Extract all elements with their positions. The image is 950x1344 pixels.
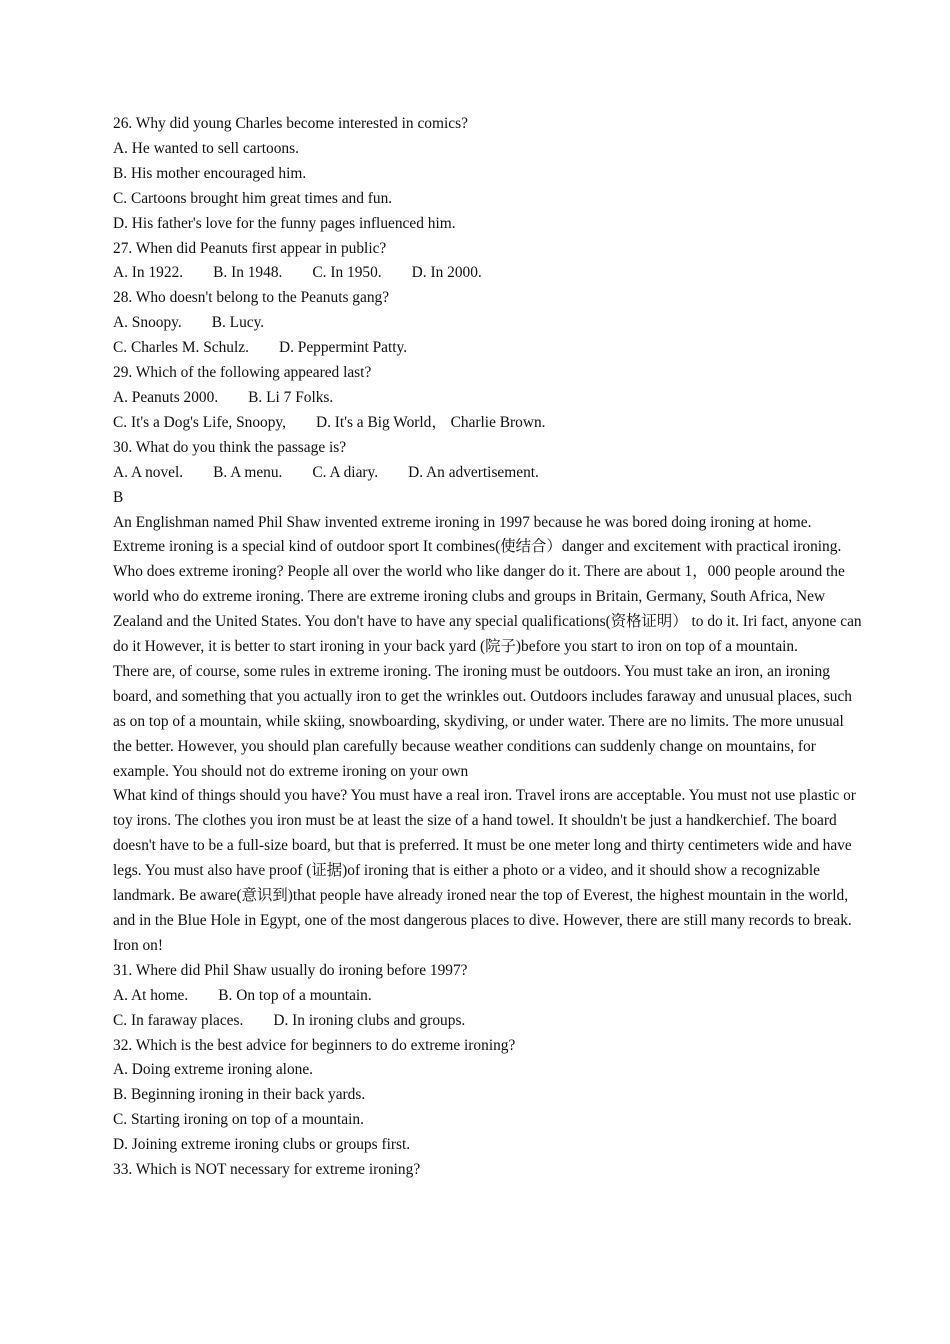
question-29: 29. Which of the following appeared last? (113, 364, 372, 382)
question-30: 30. What do you think the passage is? (113, 438, 347, 456)
option-26-c: C. Cartoons brought him great times and fun. (113, 189, 393, 207)
question-28: 28. Who doesn't belong to the Peanuts gang? (113, 289, 390, 307)
option-28-c: C. Charles M. Schulz. (113, 339, 249, 357)
passage-paragraph-4: There are, of course, some rules in extreme ironing. The ironing must be outdoors. You must take an iron, an ironing board, and something that you actually iron to get the wrinkles out. Outdoors includes faraway and unusual places, such as on top of a mountain, while skiing, snowboarding, skydiving, or under water. There are no limits. The more unusual the better. However, you should plan carefully because weather conditions can suddenly change on mountains, for example. You should not do extreme ironing on your own (113, 662, 852, 780)
option-30-b: B. A menu. (213, 463, 283, 481)
option-26-d: D. His father's love for the funny pages influenced him. (113, 214, 456, 232)
passage-paragraph-2: Extreme ironing is a special kind of outdoor sport It combines(使结合）danger and excitement with practical ironing. (113, 538, 842, 556)
option-32-d: D. Joining extreme ironing clubs or groups first. (113, 1136, 411, 1154)
options-28-ab (113, 311, 865, 336)
option-29-a: A. Peanuts 2000. (113, 388, 219, 406)
option-27-c: C. In 1950. (312, 264, 382, 282)
option-31-c: C. In faraway places. (113, 1011, 244, 1029)
option-28-d: D. Peppermint Patty. (278, 339, 408, 357)
passage-paragraph-1: An Englishman named Phil Shaw invented extreme ironing in 1997 because he was bored doing ironing at home. (113, 513, 812, 531)
question-32: 32. Which is the best advice for beginners to do extreme ironing? (113, 1036, 516, 1054)
option-32-c: C. Starting ironing on top of a mountain. (113, 1111, 364, 1129)
option-26-a: A. He wanted to sell cartoons. (113, 139, 299, 157)
question-27: 27. When did Peanuts first appear in public? (113, 239, 387, 257)
option-28-a: A. Snoopy. (113, 314, 182, 332)
options-29-ab (113, 386, 865, 411)
question-31: 31. Where did Phil Shaw usually do ironing before 1997? (113, 961, 468, 979)
passage-paragraph-3: Who does extreme ironing? People all over the world who like danger do it. There are about 1，000 people around the world who do extreme ironing. There are extreme ironing clubs and groups in Britain, Germany, South Africa, New Zealand and the United States. You don't have to have any special qualifications(资格证明） to do it. Iri fact, anyone can do it However, it is better to start ironing in your back yard (院子)before you start to iron on top of a mountain. (113, 563, 862, 656)
options-28-cd (113, 336, 865, 361)
question-33: 33. Which is NOT necessary for extreme ironing? (113, 1161, 421, 1179)
option-27-d: D. In 2000. (411, 264, 482, 282)
option-30-a: A. A novel. (113, 463, 184, 481)
section-b-label: B (113, 488, 124, 506)
options-30 (113, 461, 865, 486)
option-28-b: B. Lucy. (211, 314, 265, 332)
option-27-a: A. In 1922. (113, 264, 184, 282)
question-26: 26. Why did young Charles become interested in comics? (113, 115, 468, 132)
options-31-cd (113, 1009, 865, 1034)
options-27 (113, 261, 865, 286)
options-29-cd (113, 411, 865, 436)
option-29-c: C. It's a Dog's Life, Snoopy, (113, 413, 286, 431)
option-31-a: A. At home. (113, 986, 189, 1004)
option-31-b: B. On top of a mountain. (218, 986, 372, 1004)
option-32-a: A. Doing extreme ironing alone. (113, 1061, 314, 1079)
option-29-d: D. It's a Big World， Charlie Brown. (315, 413, 546, 431)
option-27-b: B. In 1948. (213, 264, 283, 282)
option-31-d: D. In ironing clubs and groups. (273, 1011, 466, 1029)
option-30-c: C. A diary. (312, 463, 379, 481)
passage-paragraph-5: What kind of things should you have? You must have a real iron. Travel irons are acceptable. You must not use plastic or toy irons. The clothes you iron must be at least the size of a hand towel. It shouldn't be just a handkerchief. The board doesn't have to be a full-size board, but that is preferred. It must be one meter long and thirty centimeters wide and have legs. You must also have proof (证据)of ironing that is either a photo or a video, and it should show a recognizable landmark. Be aware(意识到)that people have already ironed near the top of Everest, the highest mountain in the world, and in the Blue Hole in Egypt, one of the most dangerous places to dive. However, there are still many records to break. Iron on! (113, 787, 856, 954)
option-30-d: D. An advertisement. (408, 463, 539, 481)
option-29-b: B. Li 7 Folks. (248, 388, 334, 406)
option-26-b: B. His mother encouraged him. (113, 164, 307, 182)
option-32-b: B. Beginning ironing in their back yards. (113, 1086, 366, 1104)
options-31-ab (113, 984, 865, 1009)
document-page (113, 112, 865, 1183)
